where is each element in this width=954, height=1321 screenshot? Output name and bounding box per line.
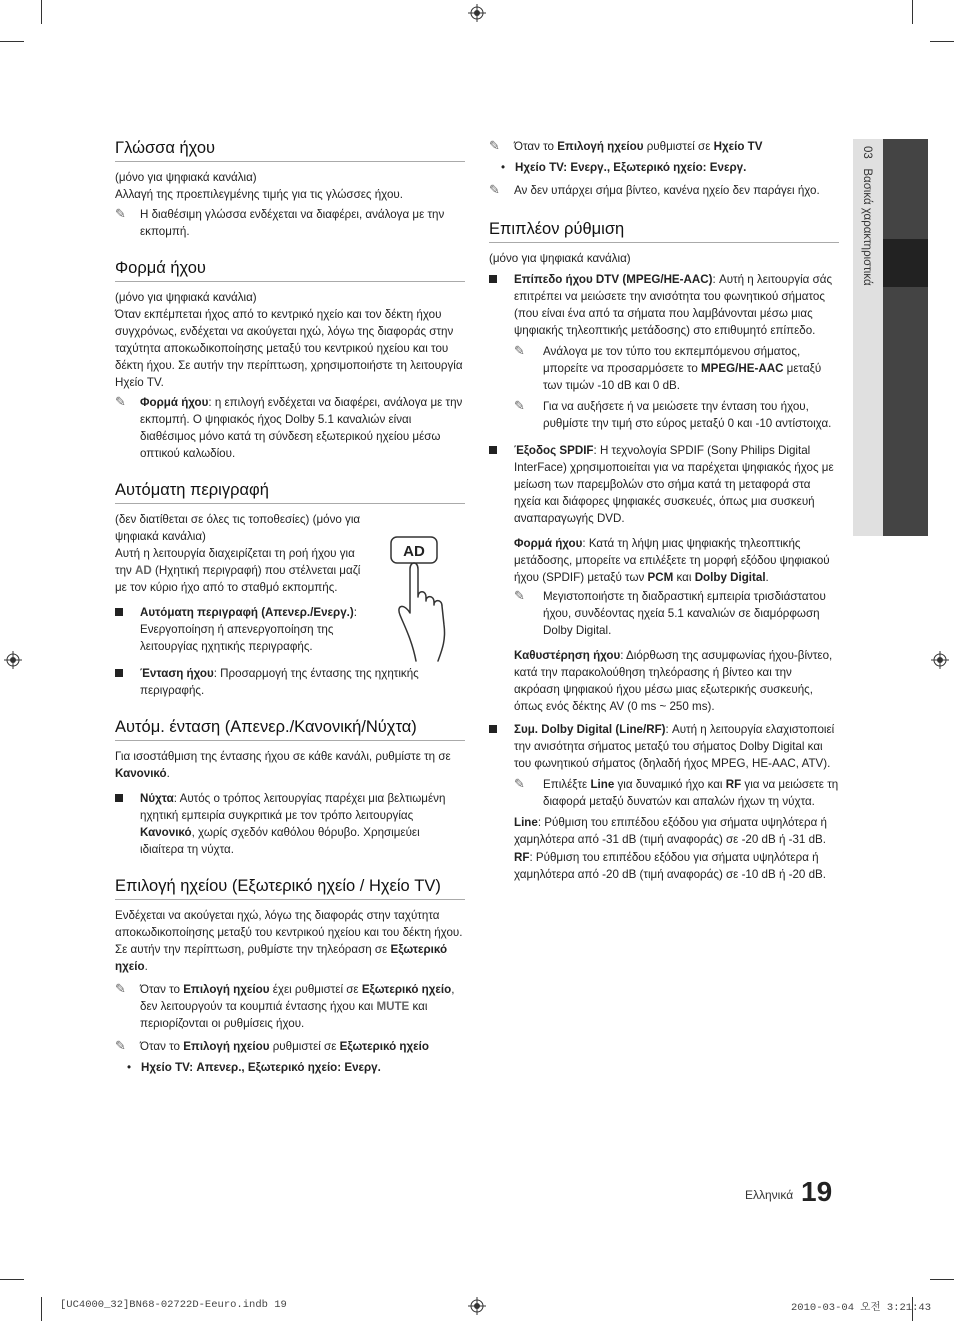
note: ✎ Η διαθέσιμη γλώσσα ενδέχεται να διαφέρει, ανάλογα με την εκπομπή. xyxy=(115,206,445,238)
crop-mark xyxy=(930,1279,954,1280)
bullet-item: Συμ. Dolby Digital (Line/RF): Αυτή η λειτουργία ελαχιστοποιεί την ανισότητα σήματος μεταξύ του σήματος Dolby Digital και του φωνητικού σήματος (δηλαδή ήχος MPEG, HE-AAC, ATV). ✎ Επιλέξτε Line για δυναμικό ήχο και RF για να μειώσετε τη διαφορά μεταξύ δυνατών και απαλών ήχων τη νύχτα. Line: Ρύθμιση του επιπέδου εξόδου για σήματα υψηλότερα ή χαμηλότερα από -31 dB (τιμή αναφοράς) σε -20 dB ή -31 dB. RF: Ρύθμιση του επιπέδου εξόδου για σήματα υψηλότερα ή χαμηλότερα από -20 dB (τιμή αναφοράς) σε -10 dB ή -20 dB. xyxy=(489,721,839,883)
dot-item: • Ηχείο TV: Απενερ., Εξωτερικό ηχείο: Ενεργ. xyxy=(127,1061,381,1074)
page-number: 19 xyxy=(801,1176,833,1207)
ad-intro xyxy=(115,511,365,596)
ad-label: AD xyxy=(403,543,425,560)
note: ✎ Ανάλογα με τον τύπο του εκπεμπόμενου σήματος, μπορείτε να προσαρμόσετε το MPEG/HE-AAC μεταξύ των τιμών -10 dB και 0 dB. xyxy=(514,343,822,392)
bullet-item: Έξοδος SPDIF: Η τεχνολογία SPDIF (Sony Philips Digital InterFace) χρησιμοποιείται για να παρέχεται ψηφιακός ήχος με μείωση των παρεμβολών στο σήμα κατά τη μεταφορά στα ηχεία και διάφορες ψηφιακές συσκευές, όπως μια συσκευή αναπαραγωγής DVD. Φορμά ήχου: Κατά τη λήψη μιας ψηφιακής τηλεοπτικής μετάδοσης, μπορείτε να επιλέξετε τη μορφή εξόδου ψηφιακού ήχου (SPDIF) μεταξύ των PCM και Dolby Digital. ✎ Μεγιστοποιήστε τη διαδραστική εμπειρία τρισδιάστατου ήχου, συνδέοντας ηχεία 5.1 καναλιών σε διαμόρφωση Dolby Digital. Καθυστέρηση ήχου: Διόρθωση της ασυμφωνίας ήχου-βίντεο, κατά την παρακολούθηση τηλεόρασης ή βίντεο και την ακρόαση ψηφιακού ήχου μέσω μιας εξωτερικής συσκευής, όπως ενός δέκτης AV (0 ms ~ 250 ms). xyxy=(489,442,839,715)
note: ✎ Επιλέξτε Line για δυναμικό ήχο και RF για να μειώσετε τη διαφορά μεταξύ δυνατών και απαλών ήχων τη νύχτα. xyxy=(514,776,839,808)
chapter-label xyxy=(852,146,882,526)
note: ✎ Όταν το Επιλογή ηχείου έχει ρυθμιστεί σε Εξωτερικό ηχείο, δεν λειτουργούν τα κουμπιά έντασης ήχου και MUTE και περιορίζονται οι ρυθμίσεις ήχου. xyxy=(115,981,455,1030)
section-subtitle: (δεν διατίθεται σε όλες τις τοποθεσίες) (μόνο για ψηφιακά κανάλια) xyxy=(115,513,361,543)
registration-mark-icon xyxy=(4,651,22,669)
section-title: Φορμά ήχου xyxy=(115,258,465,282)
bullet-icon xyxy=(115,794,123,802)
note-icon: ✎ xyxy=(115,206,126,221)
section-auto-volume xyxy=(115,717,465,858)
right-column xyxy=(489,138,839,901)
note-icon: ✎ xyxy=(514,588,525,603)
registration-mark-icon xyxy=(931,651,949,669)
bullet-item: Νύχτα: Αυτός ο τρόπος λειτουργίας παρέχει μια βελτιωμένη ηχητική εμπειρία συγκριτικά με τον τρόπο λειτουργίας Κανονικό, χωρίς σχεδόν καθόλου θόρυβο. Χρησιμεύει ιδιαίτερα τη νύχτα. xyxy=(115,790,465,858)
note-icon: ✎ xyxy=(514,343,525,358)
note: ✎ Για να αυξήσετε ή να μειώσετε την ένταση του ήχου, ρυθμίστε την τιμή στο εύρος μεταξύ 0 και -10 αντίστοιχα. xyxy=(514,398,832,430)
sub-item: Καθυστέρηση ήχου: Διόρθωση της ασυμφωνίας ήχου-βίντεο, κατά την παρακολούθηση τηλεόρασης ή βίντεο και την ακρόαση ψηφιακού ήχου μέσω μιας εξωτερικής συσκευής, όπως ενός δέκτης AV (0 ms ~ 250 ms). xyxy=(514,649,833,713)
section-subtitle: (μόνο για ψηφιακά κανάλια) xyxy=(489,252,631,265)
note-icon: ✎ xyxy=(115,394,126,409)
bullet-item: Επίπεδο ήχου DTV (MPEG/HE-AAC): Αυτή η λειτουργία σάς επιτρέπει να μειώσετε την ανισότητα του φωνητικού σήματος (που είναι ένα από τα σήματα που λαμβάνονται μέσω μιας ψηφιακής τηλεοπτικής μετάδοσης) στο επιθυμητό επίπεδο. ✎ Ανάλογα με τον τύπο του εκπεμπόμενου σήματος, μπορείτε να προσαρμόσετε το MPEG/HE-AAC μεταξύ των τιμών -10 dB και 0 dB. ✎ Για να αυξήσετε ή να μειώσετε την ένταση του ήχου, ρυθμίστε την τιμή στο εύρος μεταξύ 0 και -10 αντίστοιχα. xyxy=(489,271,839,432)
note-icon: ✎ xyxy=(514,776,525,791)
note: ✎ Όταν το Επιλογή ηχείου ρυθμιστεί σε Εξωτερικό ηχείο xyxy=(115,1038,429,1053)
section-body: Ενδέχεται να ακούγεται ηχώ, λόγω της διαφοράς στην ταχύτητα αποκωδικοποίησης μεταξύ του κεντρικού ηχείου και του δέκτη ήχου. Σε αυτήν την περίπτωση, ρυθμίστε την τηλεόραση σε Εξωτερικό ηχείο. xyxy=(115,909,463,973)
section-title: Αυτόμ. ένταση (Απενερ./Κανονική/Νύχτα) xyxy=(115,717,465,741)
footer-language: Ελληνικά xyxy=(745,1188,794,1202)
section-subtitle: (μόνο για ψηφιακά κανάλια) xyxy=(115,171,257,184)
section-title: Αυτόματη περιγραφή xyxy=(115,480,465,504)
note: ✎ Φορμά ήχου: η επιλογή ενδέχεται να διαφέρει, ανάλογα με την εκπομπή. Ο ψηφιακός ήχος Dolby 5.1 καναλιών είναι διαθέσιμος μόνο κατά τη σύνδεση εξωτερικού ηχείου μέσω οπτικού καλωδίου. xyxy=(115,394,463,460)
crop-mark xyxy=(41,1297,42,1321)
chapter-tab-marker xyxy=(883,239,928,287)
dot-icon: • xyxy=(501,161,506,174)
section-body: Αυτή η λειτουργία διαχειρίζεται τη ροή ήχου για την AD (Ηχητική περιγραφή) που στέλνεται μαζί με τον κύριο ήχο από το σταθμό εκπομπής. xyxy=(115,547,361,594)
section-body: Για ισοστάθμιση της έντασης ήχου σε κάθε κανάλι, ρυθμίστε τη σε Κανονικό. xyxy=(115,750,451,780)
crop-mark xyxy=(912,0,913,24)
section-body: Όταν εκπέμπεται ήχος από το κεντρικό ηχείο και τον δέκτη ήχου συγχρόνως, ενδέχεται να ακούγεται ηχώ, λόγω της διαφοράς στην ταχύτητα αποκωδικοποίησης μεταξύ του κεντρικού ηχείου και του δέκτη ήχου. Σε αυτήν την περίπτωση, χρησιμοποιήστε τη λειτουργία Ηχείο TV. xyxy=(115,308,463,389)
note-icon: ✎ xyxy=(115,1038,126,1053)
note-icon: ✎ xyxy=(489,138,500,153)
crop-mark xyxy=(0,1279,24,1280)
section-audio-language xyxy=(115,138,465,240)
chapter-tab-dark xyxy=(883,139,928,536)
note-icon: ✎ xyxy=(115,981,126,996)
bullet-icon xyxy=(115,608,123,616)
note: ✎ Μεγιστοποιήστε τη διαδραστική εμπειρία τρισδιάστατου ήχου, συνδέοντας ηχεία 5.1 καναλιών σε διαμόρφωση Dolby Digital. xyxy=(514,588,826,637)
chapter-number: 03 xyxy=(861,146,873,159)
crop-mark xyxy=(41,0,42,24)
crop-mark xyxy=(0,41,24,42)
section-title: Επιλογή ηχείου (Εξωτερικό ηχείο / Ηχείο TV) xyxy=(115,876,465,900)
sub-item: Line: Ρύθμιση του επιπέδου εξόδου για σήματα υψηλότερα ή χαμηλότερα από -31 dB (τιμή αναφοράς) σε -20 dB ή -31 dB. xyxy=(514,816,827,846)
registration-mark-icon xyxy=(468,1297,486,1315)
registration-mark-icon xyxy=(468,4,486,22)
crop-mark xyxy=(930,41,954,42)
section-speaker-select xyxy=(115,876,465,1076)
section-subtitle: (μόνο για ψηφιακά κανάλια) xyxy=(115,291,257,304)
dot-item: • Ηχείο TV: Ενεργ., Εξωτερικό ηχείο: Ενεργ. xyxy=(501,161,747,174)
note: ✎ Αν δεν υπάρχει σήμα βίντεο, κανένα ηχείο δεν παράγει ήχο. xyxy=(489,182,820,197)
bullet-icon xyxy=(489,725,497,733)
section-additional-setup xyxy=(489,219,839,883)
print-imprint: [UC4000_32]BN68-02722D-Eeuro.indb 19 xyxy=(60,1299,287,1311)
print-timestamp: 2010-03-04 오전 3:21:43 xyxy=(791,1302,932,1314)
bullet-item: Αυτόματη περιγραφή (Απενερ./Ενεργ.): Ενεργοποίηση ή απενεργοποίηση της λειτουργίας ηχητικής περιγραφής. xyxy=(115,604,370,655)
bullet-icon xyxy=(489,446,497,454)
sub-item: Φορμά ήχου: Κατά τη λήψη μιας ψηφιακής τηλεοπτικής μετάδοσης, μπορείτε να επιλέξετε τη μορφή εξόδου ψηφιακού ήχου (SPDIF) μεταξύ των PCM και Dolby Digital. xyxy=(514,537,830,584)
sub-item: RF: Ρύθμιση του επιπέδου εξόδου για σήματα υψηλότερα ή χαμηλότερα από -20 dB (τιμή αναφοράς) σε -10 dB ή -20 dB. xyxy=(514,851,827,881)
section-audio-format xyxy=(115,258,465,462)
section-body: Αλλαγή της προεπιλεγμένης τιμής για τις γλώσσες ήχου. xyxy=(115,188,403,201)
dot-icon: • xyxy=(127,1061,132,1074)
note: ✎ Όταν το Επιλογή ηχείου ρυθμιστεί σε Ηχείο TV xyxy=(489,138,763,153)
section-title: Επιπλέον ρύθμιση xyxy=(489,219,839,243)
note-icon: ✎ xyxy=(489,182,500,197)
bullet-icon xyxy=(489,275,497,283)
section-title: Γλώσσα ήχου xyxy=(115,138,465,162)
ad-button-hand-icon xyxy=(390,535,470,665)
chapter-title: Βασικά χαρακτηριστικά xyxy=(861,168,873,286)
note-icon: ✎ xyxy=(514,398,525,413)
bullet-icon xyxy=(115,669,123,677)
bullet-item: Ένταση ήχου: Προσαρμογή της έντασης της ηχητικής περιγραφής. xyxy=(115,665,465,699)
